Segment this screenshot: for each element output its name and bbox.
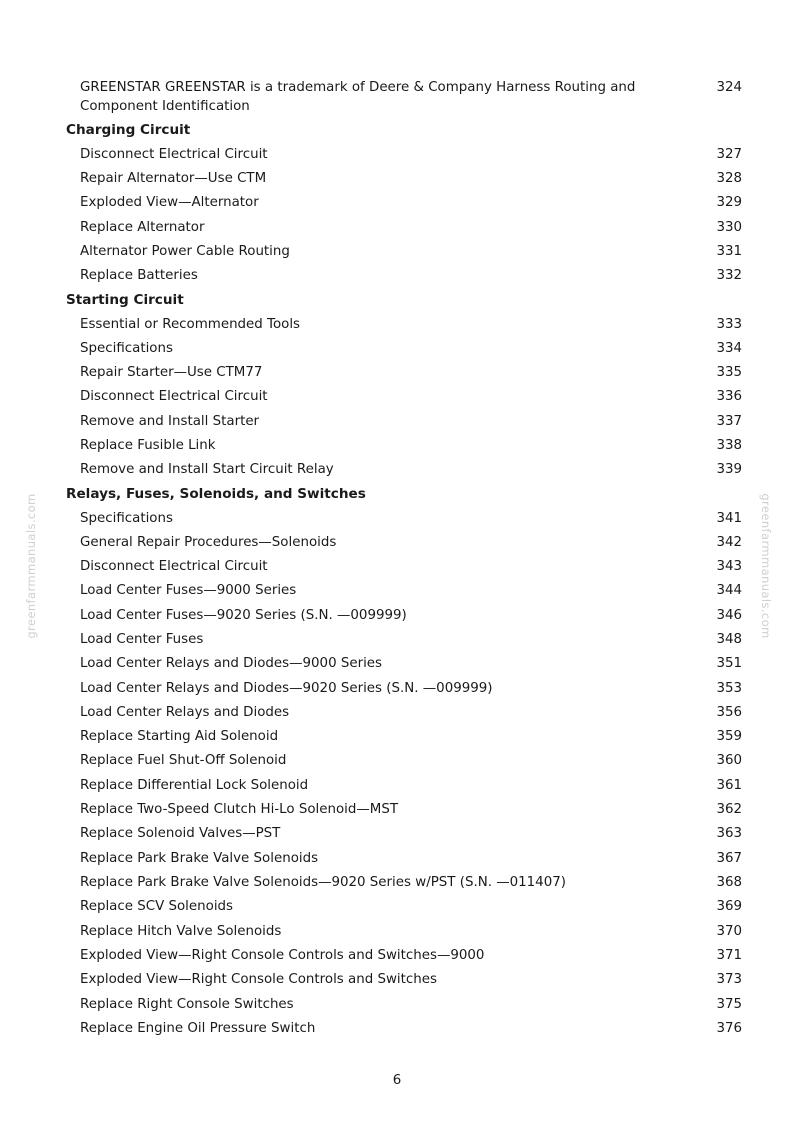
toc-entry-title: Load Center Fuses—9020 Series (S.N. —009999) xyxy=(80,608,407,623)
toc-entry-page: 339 xyxy=(716,462,742,477)
toc-entry-page: 335 xyxy=(716,365,742,380)
toc-entry-title: Disconnect Electrical Circuit xyxy=(80,389,268,404)
toc-entry-page: 344 xyxy=(716,583,742,598)
toc-entry-title: Replace Two-Speed Clutch Hi-Lo Solenoid—MST xyxy=(80,802,399,817)
toc-entry-title: Disconnect Electrical Circuit xyxy=(80,559,268,574)
toc-entry-page: 373 xyxy=(716,972,742,987)
toc-entry-page: 346 xyxy=(716,608,742,623)
toc-entry-title: Replace Fusible Link xyxy=(80,438,216,453)
toc-entry-page: 356 xyxy=(716,705,742,720)
toc-entry-page: 342 xyxy=(716,535,742,550)
toc-entry-title: Replace Differential Lock Solenoid xyxy=(80,778,309,793)
watermark-right: greenfarmmanuals.com xyxy=(759,493,773,639)
toc-entry-title: Load Center Fuses xyxy=(80,632,204,647)
toc-entry-page: 376 xyxy=(716,1021,742,1036)
toc-entry-page: 329 xyxy=(716,195,742,210)
toc-entry-title: Replace SCV Solenoids xyxy=(80,899,234,914)
toc-entry-page: 334 xyxy=(716,341,742,356)
toc-entry-page: 368 xyxy=(716,875,742,890)
toc-entry-page: 343 xyxy=(716,559,742,574)
toc-entry-page: 360 xyxy=(716,753,742,768)
toc-entry-page: 370 xyxy=(716,924,742,939)
toc-entry-title: Exploded View—Right Console Controls and Switches—9000 xyxy=(80,948,485,963)
toc-entry-page: 375 xyxy=(716,997,742,1012)
toc-entry-title: Replace Hitch Valve Solenoids xyxy=(80,924,282,939)
toc-entry-title: Load Center Relays and Diodes xyxy=(80,705,290,720)
toc-entry-title: General Repair Procedures—Solenoids xyxy=(80,535,337,550)
toc-section-heading[interactable]: Charging Circuit xyxy=(66,122,191,138)
toc-entry-page: 351 xyxy=(716,656,742,671)
toc-entry-title: Specifications xyxy=(80,341,173,356)
toc-entry-title: Load Center Relays and Diodes—9000 Series xyxy=(80,656,383,671)
toc-section-heading[interactable]: Starting Circuit xyxy=(66,292,184,308)
toc-entry-page: 367 xyxy=(716,851,742,866)
toc-entry-title: Specifications xyxy=(80,511,173,526)
toc-section-heading[interactable]: Relays, Fuses, Solenoids, and Switches xyxy=(66,486,366,502)
toc-entry-title: GREENSTAR GREENSTAR is a trademark of Deere & Company Harness Routing and Component Identification xyxy=(80,80,636,114)
toc-entry-page: 361 xyxy=(716,778,742,793)
toc-entry-title: Remove and Install Start Circuit Relay xyxy=(80,462,334,477)
toc-entry-title: Exploded View—Right Console Controls and Switches xyxy=(80,972,437,987)
toc-entry-page: 371 xyxy=(716,948,742,963)
page-number: 6 xyxy=(392,1073,402,1088)
toc-entry-title: Essential or Recommended Tools xyxy=(80,317,301,332)
toc-entry-title: Load Center Relays and Diodes—9020 Series (S.N. —009999) xyxy=(80,681,493,696)
toc-entry-title: Exploded View—Alternator xyxy=(80,195,259,210)
toc-entry-page: 336 xyxy=(716,389,742,404)
watermark-left: greenfarmmanuals.com xyxy=(24,493,38,639)
toc-entry-page: 333 xyxy=(716,317,742,332)
toc-entry-page: 324 xyxy=(716,80,742,95)
toc-entry-page: 362 xyxy=(716,802,742,817)
toc-entry-title: Repair Starter—Use CTM77 xyxy=(80,365,263,380)
toc-entry-title: Repair Alternator—Use CTM xyxy=(80,171,267,186)
toc-entry-page: 330 xyxy=(716,220,742,235)
toc-entry-title: Alternator Power Cable Routing xyxy=(80,244,290,259)
toc-entry-title: Load Center Fuses—9000 Series xyxy=(80,583,297,598)
toc-entry-title: Replace Starting Aid Solenoid xyxy=(80,729,279,744)
toc-entry-title: Replace Solenoid Valves—PST xyxy=(80,826,281,841)
toc-entry-title: Replace Right Console Switches xyxy=(80,997,294,1012)
toc-entry-title: Replace Engine Oil Pressure Switch xyxy=(80,1021,316,1036)
toc-entry-title: Replace Park Brake Valve Solenoids xyxy=(80,851,319,866)
toc-entry-page: 328 xyxy=(716,171,742,186)
toc-entry-page: 331 xyxy=(716,244,742,259)
toc-entry-title: Replace Alternator xyxy=(80,220,205,235)
toc-entry-title: Remove and Install Starter xyxy=(80,414,260,429)
toc-entry-title: Replace Fuel Shut-Off Solenoid xyxy=(80,753,287,768)
toc-entry-page: 369 xyxy=(716,899,742,914)
toc-entry-page: 359 xyxy=(716,729,742,744)
toc-entry-page: 338 xyxy=(716,438,742,453)
toc-entry-page: 363 xyxy=(716,826,742,841)
toc-entry-title: Replace Batteries xyxy=(80,268,198,283)
toc-entry-page: 327 xyxy=(716,147,742,162)
toc-entry-page: 353 xyxy=(716,681,742,696)
toc-entry-title: Replace Park Brake Valve Solenoids—9020 Series w/PST (S.N. —011407) xyxy=(80,875,566,890)
toc-entry-page: 332 xyxy=(716,268,742,283)
toc-entry-page: 341 xyxy=(716,511,742,526)
toc-entry-page: 348 xyxy=(716,632,742,647)
toc-entry-page: 337 xyxy=(716,414,742,429)
toc-entry-title: Disconnect Electrical Circuit xyxy=(80,147,268,162)
